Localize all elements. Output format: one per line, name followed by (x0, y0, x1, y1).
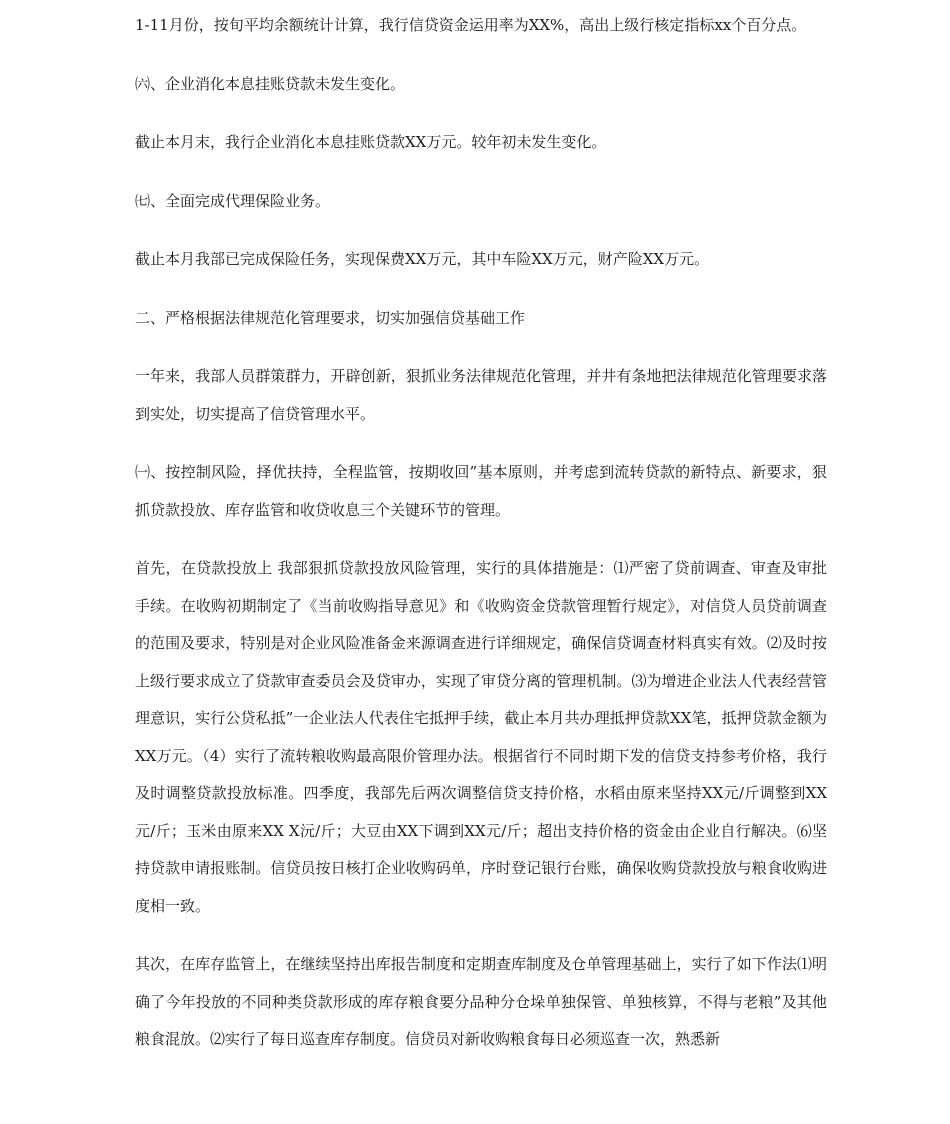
paragraph-insurance: 截止本月我部已完成保险任务，实现保费XX万元，其中车险XX万元，财产险XX万元。 (135, 250, 710, 268)
heading-insurance: ㈦、全面完成代理保险业务。 (135, 191, 331, 210)
paragraph-principles: ㈠、按控制风险，择优扶持，全程监管，按期收回”基本原则，并考虑到流转贷款的新特点、新要求，狠抓贷款投放、库存监管和收贷收息三个关键环节的管理。 (135, 463, 827, 519)
paragraph-inventory-supervision: 其次，在库存监管上，在继续坚持出库报告制度和定期查库制度及仓单管理基础上，实行了如下作法⑴明确了今年投放的不同种类贷款形成的库存粮食要分品种分仓垛单独保管、单独核算，不得与老粮”及其他粮食混放。⑵实行了每日巡查库存制度。信贷员对新收购粮食每日必须巡查一次，熟悉新 (135, 955, 827, 1048)
paragraph-loan-issuance: 首先，在贷款投放上 我部狠抓贷款投放风险管理，实行的具体措施是：⑴严密了贷前调查、审查及审批手续。在收购初期制定了《当前收购指导意见》和《收购资金贷款管理暂行规定》，对信贷人员贷前调查的范围及要求，特别是对企业风险准备金来源调查进行详细规定，确保信贷调查材料真实有效。⑵及时按上级行要求成立了贷款审查委员会及贷审办，实现了审贷分离的管理机制。⑶为增进企业法人代表经营管理意识，实行公贷私抵”一企业法人代表住宅抵押手续，截止本月共办理抵押贷款XX笔，抵押贷款金额为XX万元。（4）实行了流转粮收购最高限价管理办法。根据省行不同时期下发的信贷支持参考价格，我行及时调整贷款投放标准。四季度，我部先后两次调整信贷支持价格，水稻由原来坚持XX元/斤调整到XX元/斤；玉米由原来XX X沅/斤；大豆由XX下调到XX元/斤；超出支持价格的资金由企业自行解决。⑹坚持贷款申请报账制。信贷员按日核打企业收购码单，序时登记银行台账，确保收购贷款投放与粮食收购进度相一致。 (135, 559, 827, 915)
paragraph-interest-loans: 截止本月末，我行企业消化本息挂账贷款XX万元。较年初未发生变化。 (135, 133, 607, 151)
document-page (135, 0, 827, 1059)
paragraph-credit-utilization: 1-11月份，按旬平均余额统计计算，我行信贷资金运用率为XX%，高出上级行核定指标xx个百分点。 (135, 16, 807, 34)
top-spacer (135, 0, 827, 7)
heading-interest-loans: ㈥、企业消化本息挂账贷款未发生变化。 (135, 74, 406, 93)
paragraph-overview: 一年来，我部人员群策群力，开辟创新，狠抓业务法律规范化管理，并井有条地把法律规范化管理要求落到实处，切实提高了信贷管理水平。 (135, 367, 827, 423)
section-heading-two: 二、严格根据法律规范化管理要求，切实加强信贷基础工作 (135, 308, 526, 327)
